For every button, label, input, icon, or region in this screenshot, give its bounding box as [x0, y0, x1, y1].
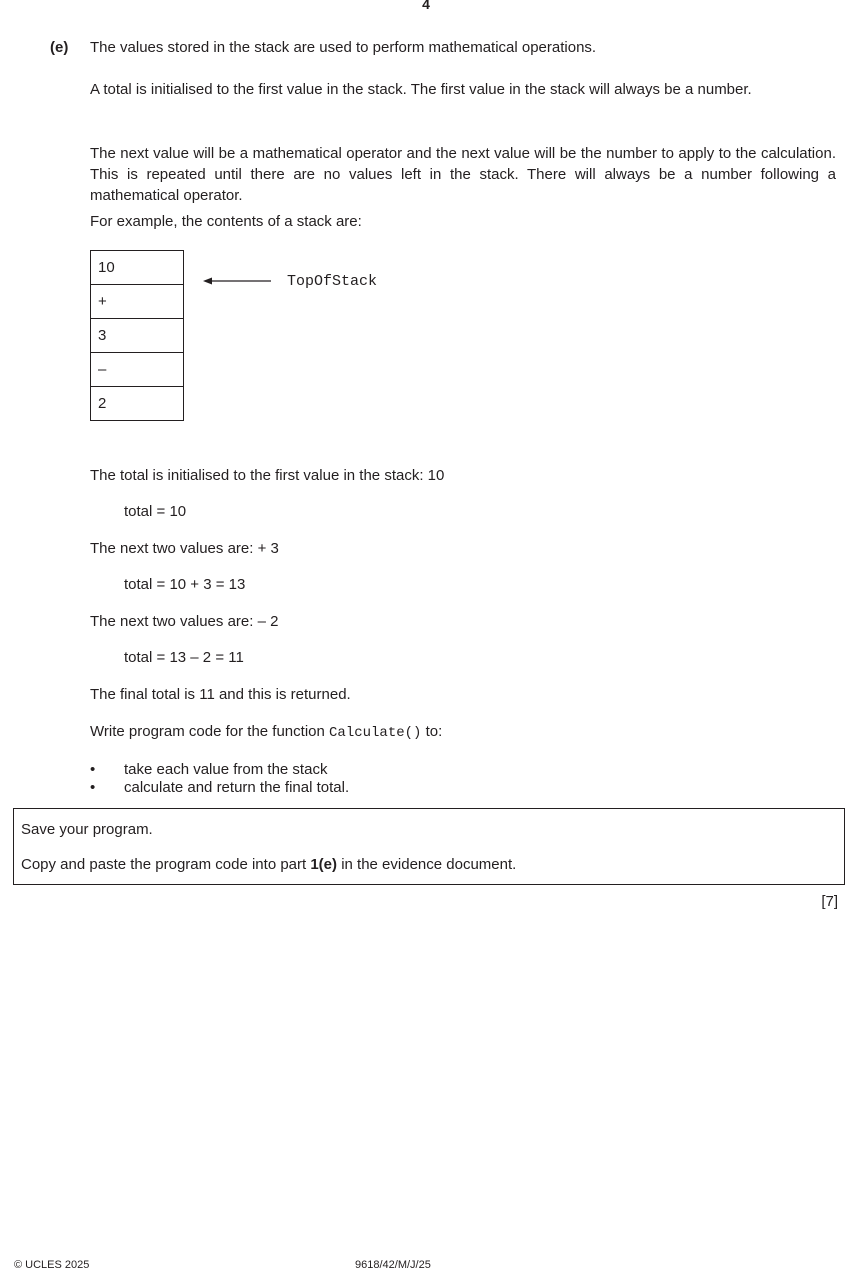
stack-cell: 10: [91, 251, 184, 285]
stack-cell-row: [91, 251, 184, 285]
copy-prefix: Copy and paste the program code into part: [21, 856, 311, 873]
footer-copyright: © UCLES 2025: [14, 1259, 90, 1271]
page-number: 4: [422, 0, 430, 12]
example-intro: For example, the contents of a stack are:: [90, 213, 362, 230]
write-instruction: [90, 722, 836, 743]
step2-text: The next two values are: + 3: [90, 540, 279, 557]
step2-calc: total = 10 + 3 = 13: [124, 576, 246, 593]
bullet-icon: •: [90, 779, 96, 796]
question-part-label: (e): [50, 39, 69, 56]
final-total-text: The final total is 11 and this is returned.: [90, 686, 351, 703]
copy-suffix: in the evidence document.: [337, 856, 517, 873]
stack-cell: –: [91, 353, 184, 387]
write-suffix: to:: [421, 723, 443, 740]
function-name: Calculate(): [329, 725, 422, 741]
step3-text: The next two values are: – 2: [90, 613, 279, 630]
save-instruction: Save your program.: [21, 821, 153, 838]
copy-instruction: [21, 855, 516, 875]
step1-calc: total = 10: [124, 503, 187, 520]
marks-allocation: [7]: [821, 893, 838, 910]
footer-paper-code: 9618/42/M/J/25: [355, 1259, 431, 1271]
step3-calc: total = 13 – 2 = 11: [124, 649, 244, 666]
paragraph-operator-rules: The next value will be a mathematical operator and the next value will be the number to apply to the calculation. This is repeated until there are no values left in the stack. There will always be a number following a mathematical operator.: [90, 145, 836, 204]
stack-cell: 2: [91, 387, 184, 421]
copy-part: 1(e): [310, 856, 338, 873]
instruction-box: [13, 808, 845, 885]
question-intro: The values stored in the stack are used to perform mathematical operations.: [90, 39, 597, 56]
bullet-text: calculate and return the final total.: [124, 779, 350, 796]
stack-cell-row: [91, 285, 184, 319]
top-of-stack-label: TopOfStack: [287, 273, 378, 290]
stack-cell-row: [91, 353, 184, 387]
write-prefix: Write program code for the function: [90, 723, 330, 740]
stack-cell-row: [91, 319, 184, 353]
stack-cell: 3: [91, 319, 184, 353]
paragraph-total-initialised: A total is initialised to the first value in the stack. The first value in the stack will always be a number.: [90, 81, 752, 98]
top-of-stack-arrow: [202, 276, 272, 286]
stack-cell: +: [91, 285, 184, 319]
stack-diagram: [90, 250, 184, 421]
stack-cell-row: [91, 387, 184, 421]
bullet-text: take each value from the stack: [124, 761, 328, 778]
bullet-icon: •: [90, 761, 96, 778]
step1-text: The total is initialised to the first value in the stack: 10: [90, 467, 445, 484]
